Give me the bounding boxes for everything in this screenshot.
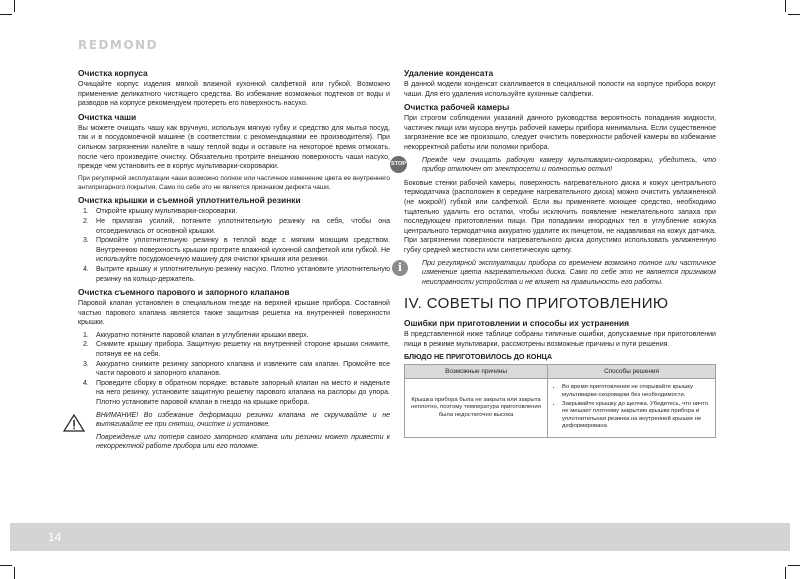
crop-mark [0,565,12,566]
paragraph: В представленной ниже таблице собраны типичные ошибки, допускаемые при приготовлении пищи в режиме мультиварки, рассмотрены возможные причины и пути решения. [404,331,716,348]
crop-mark [788,14,800,15]
numbered-list [78,207,390,284]
right-column [391,68,716,438]
section-heading: Очистка съемного парового и запорного клапанов [78,287,290,298]
list-item: 2. Не прилагая усилий, потяните уплотнительную резинку на себя, чтобы она отсоединилась от основной крышки. [83,217,390,235]
paragraph: Вы можете очищать чашу как вручную, используя мягкую губку и средство для мытья посуд, так и в посудомоечной машине (в соответствии с рекомендациями ее производителя). При сильном загрязнении налейте в чашу теплой воды и оставьте на некоторое время отмокать, после чего произведите очистку. Обязательно протрите внешнюю поверхность чаши насухо, прежде чем установить ее в корпус мультиварки-скороварки. [78,124,390,171]
column-header: Способы решения [548,365,716,379]
note-text: Прежде чем очищать рабочую камеру мультиварки-скороварки, убедитесь, что прибор отключен от электросети и полностью остыл! [422,156,716,174]
left-column [78,68,390,456]
troubleshooting-table [404,364,716,438]
list-item: 4. Проведите сборку в обратном порядке: вставьте запорный клапан на место и наденьте на него резинку, установите защитную решетку парового клапана на распоры до упора. Плотно установите паровой клапан в гнездо на крышке прибора. [83,379,390,407]
stop-note [391,156,716,175]
warning-icon [63,414,85,432]
list-item: 4. Вытрите крышку и уплотнительную резинку насухо. Плотно установите уплотнительную резинку на кольцо-держатель. [83,265,390,283]
info-note [397,259,716,288]
table-cell-solutions [548,379,716,438]
crop-mark [14,567,15,579]
section-heading: Ошибки при приготовлении и способы их устранения [404,318,629,329]
warning-text: Повреждение или потеря самого запорного клапана или резинки может привести к некорректной работе прибора или его поломке. [96,433,390,451]
paragraph: Очищайте корпус изделия мягкой влажной кухонной салфеткой или губкой. Возможно применение деликатного чистящего средства. Во избежание возможных подтеков от воды и разводов на корпусе рекомендуем протереть его поверхность насухо. [78,81,390,108]
solution-item: • Во время приготовления не открывайте крышку мультиварки-скороварки без необходимости. [562,384,710,399]
crop-mark [14,0,15,12]
section-heading: Очистка крышки и съемной уплотнительной резинки [78,195,301,206]
brand-logo: REDMOND [78,38,159,52]
warning-note [78,411,390,452]
chapter-title: IV. СОВЕТЫ ПО ПРИГОТОВЛЕНИЮ [404,295,669,313]
list-item: 3. Аккуратно снимите резинку запорного клапана и извлеките сам клапан. Промойте все части парового и запорного клапанов. [83,360,390,378]
paragraph: В данной модели конденсат скапливается в специальной полости на корпусе прибора вокруг чаши. Для его удаления используйте кухонные салфетки. [404,81,716,98]
list-item: 1. Откройте крышку мультиварки-скороварки. [83,208,238,216]
crop-mark [785,567,786,579]
solution-item: • Закрывайте крышку до щелчка. Убедитесь, что ничто не мешает плотному закрытию крышки прибора и уплотнительная резинка на внутренней крышке не деформирована [562,401,710,431]
warning-text: ВНИМАНИЕ! Во избежание деформации резинки клапана не скручивайте и не вытягивайте ее при снятии, очистке и установке. [96,411,390,429]
section-heading: Удаление конденсата [404,68,494,78]
paragraph: Паровой клапан установлен в специальном гнезде на верхней крышке прибора. Составной частью парового клапана является также защитная решетка на внутренней поверхности крышки. [78,300,390,327]
section-heading: Очистка корпуса [78,68,148,78]
page-number: 14 [48,530,62,544]
table-title: БЛЮДО НЕ ПРИГОТОВИЛОСЬ ДО КОНЦА [404,352,553,362]
paragraph: Боковые стенки рабочей камеры, поверхность нагревательного диска и кожух центрального термодатчика (расположен в середине нагревательного диска) можно очистить увлажненной (не мокрой!) губкой или салфеткой. Если вы применяете моющее средство, необходимо тщательно удалить его остатки, чтобы исключить появление нежелательного запаха при последующем приготовлении пищи. При попадании инородных тел в углубление кожуха центрального термодатчика аккуратно удалите их пинцетом, не надавливая на кожух датчика. При загрязнении поверхности нагревательного диска допустимо использовать увлажненную губку средней жесткости или синтетическую щетку. [404,179,716,254]
section-heading: Очистка рабочей камеры [404,102,510,113]
numbered-list [78,331,390,408]
paragraph: При регулярной эксплуатации чаши возможно полное или частичное изменение цвета ее внутреннего антипригарного покрытия. Само по себе это не является признаком дефекта чаши. [78,174,390,191]
crop-mark [785,0,786,12]
footer-bar [10,523,790,551]
table-row [405,379,716,438]
list-item: 1. Аккуратно потяните паровой клапан в углублении крышки вверх. [83,331,309,339]
table-cell-cause: Крышка прибора была не закрыта или закрыта неплотно, поэтому температура приготовления была недостаточно высока [405,379,548,438]
section-heading: Очистка чаши [78,111,137,122]
stop-icon: STOP [390,156,407,173]
crop-mark [788,565,800,566]
crop-mark [0,14,12,15]
column-header: Возможные причины [405,365,548,379]
note-text: При регулярной эксплуатации прибора со временем возможно полное или частичное изменение цвета нагревательного диска. Само по себе это не является признаком неисправности устройства и не влияет на правильность его работы. [422,259,716,286]
list-item: 2. Снимите крышку прибора. Защитную решетку на внутренней стороне крышки снимите, потянув ее на себя. [83,341,390,359]
info-icon: i [392,260,408,276]
list-item: 3. Промойте уплотнительную резинку в теплой воде с мягким моющим средством. Внутреннюю поверхность крышки протрите влажной кухонной салфеткой или губкой. Не используйте посудомоечную машину для очистки крышки или резинки. [83,237,390,264]
table-header-row [405,365,716,379]
paragraph: При строгом соблюдении указаний данного руководства вероятность попадания жидкости, частичек пищи или мусора внутрь рабочей камеры прибора минимальна. Если существенное загрязнение все же произошло, следует очистить поверхности рабочей камеры во избежание некорректной работы или поломки прибора. [404,115,716,151]
